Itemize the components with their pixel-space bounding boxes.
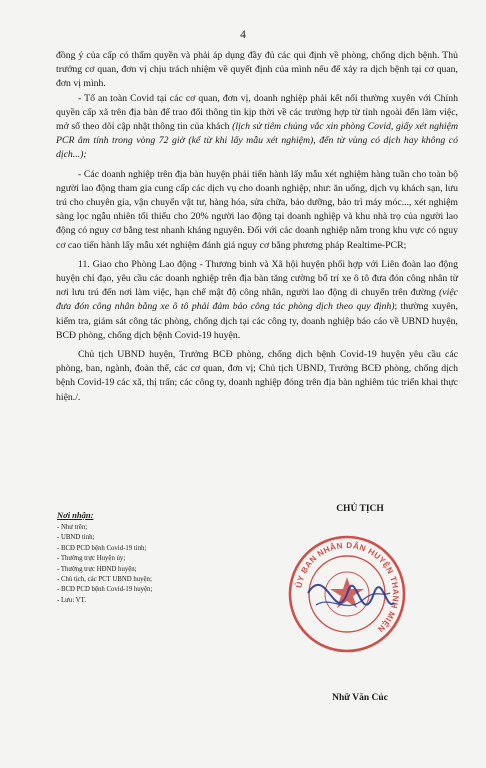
- paragraph-tail: ; thường xuyên, kiểm tra, giám sát công tác phòng, chống dịch tại các công ty, doanh nghiệp báo cáo về UBND huyện, BCĐ phòng, chống dịch bệnh Covid-19 huyện.: [56, 301, 458, 341]
- list-item: - Thường trực Huyện ủy;: [57, 555, 126, 563]
- official-seal: [286, 533, 408, 655]
- paragraph: [56, 92, 458, 163]
- list-item: - UBND tỉnh;: [57, 534, 95, 542]
- paragraph-italic: (lịch sử tiêm chủng vắc xin phòng Covid, giấy xét nghiệm PCR âm tính trong vòng 72 giờ (kể từ khi lấy mẫu xét nghiệm), đến từ vùng có dịch hay không có dịch...);: [56, 121, 458, 161]
- signer-name: Nhữ Văn Cúc: [332, 693, 388, 703]
- list-item: - Thường trực HĐND huyện;: [57, 565, 137, 573]
- recipients-title: Nơi nhận:: [57, 510, 94, 520]
- paragraph-text: 11. Giao cho Phòng Lao động - Thương binh và Xã hội huyện phối hợp với Liên đoàn lao động huyện chỉ đạo, yêu cầu các doanh nghiệp trên địa bàn tăng cường bố trí xe ô tô đưa đón công nhân từ nơi lưu trú đến nơi làm việc, hạn chế mật độ công nhân, người lao động di chuyển trên đường: [56, 258, 458, 299]
- paragraph-text: - Tổ an toàn Covid tại các cơ quan, đơn vị, doanh nghiệp phải kết nối thường xuyên với Chính quyền cấp xã trên địa bàn để trao đổi thông tin kịp thời về các trường hợp từ tỉnh ngoài đến làm việc, mở sổ theo dõi cập nhật thông tin của khách: [56, 92, 458, 133]
- paragraph: [56, 258, 458, 343]
- paragraph: Chủ tịch UBND huyện, Trưởng BCĐ phòng, chống dịch bệnh Covid-19 huyện yêu cầu các phòng, ban, ngành, đoàn thể, các cơ quan, đơn vị; Chủ tịch UBND, Trưởng BCĐ phòng, chống dịch bệnh Covid-19 các xã, thị trấn; các công ty, doanh nghiệp đóng trên địa bàn nghiêm túc triển khai thực hiện./.: [56, 349, 458, 403]
- paragraph: - Các doanh nghiệp trên địa bàn huyện phải tiến hành lấy mẫu xét nghiệm hàng tuần cho toàn bộ người lao động tham gia cung cấp các dịch vụ cho doanh nghiệp, như: ăn uống, dịch vụ khách sạn, lưu trú cho chuyên gia, vận chuyển vật tư, hàng hóa, sửa chữa, bảo dưỡng, bảo trì máy móc..., xét nghiệm sàng lọc ngẫu nhiên tối thiểu cho 20% người lao động tại doanh nghiệp và khu nhà trọ của người lao động có nguy cơ bằng test nhanh kháng nguyên. Đối với các doanh nghiệp nằm trong khu vực có nguy cơ cao tiến hành lấy mẫu xét nghiệm đánh giá nguy cơ bằng phương pháp Realtime-PCR;: [56, 168, 458, 251]
- list-item: - Như trên;: [57, 524, 88, 531]
- signer-title: CHỦ TỊCH: [336, 504, 384, 514]
- paragraph: đồng ý của cấp có thẩm quyền và phải áp dụng đầy đủ các qui định về phòng, chống dịch bệnh. Thủ trưởng cơ quan, đơn vị chịu trách nhiệm về quyết định của mình nếu để xảy ra dịch bệnh tại cơ quan, đơn vị mình.: [56, 50, 458, 90]
- list-item: - Chủ tịch, các PCT UBND huyện;: [57, 576, 152, 584]
- page-number: 4: [240, 29, 246, 41]
- document-body: [56, 49, 458, 405]
- seal-text: ỦY BAN NHÂN DÂN HUYỆN THANH MIỆN: [294, 540, 401, 634]
- list-item: - BCĐ PCD bệnh Covid-19 tỉnh;: [57, 544, 147, 552]
- paragraph-italic: (việc đưa đón công nhân bằng xe ô tô phải đảm bảo công tác phòng dịch theo quy định): [56, 287, 458, 313]
- list-item: - BCĐ PCD bệnh Covid-19 huyện;: [57, 586, 153, 594]
- list-item: - Lưu: VT.: [57, 596, 86, 604]
